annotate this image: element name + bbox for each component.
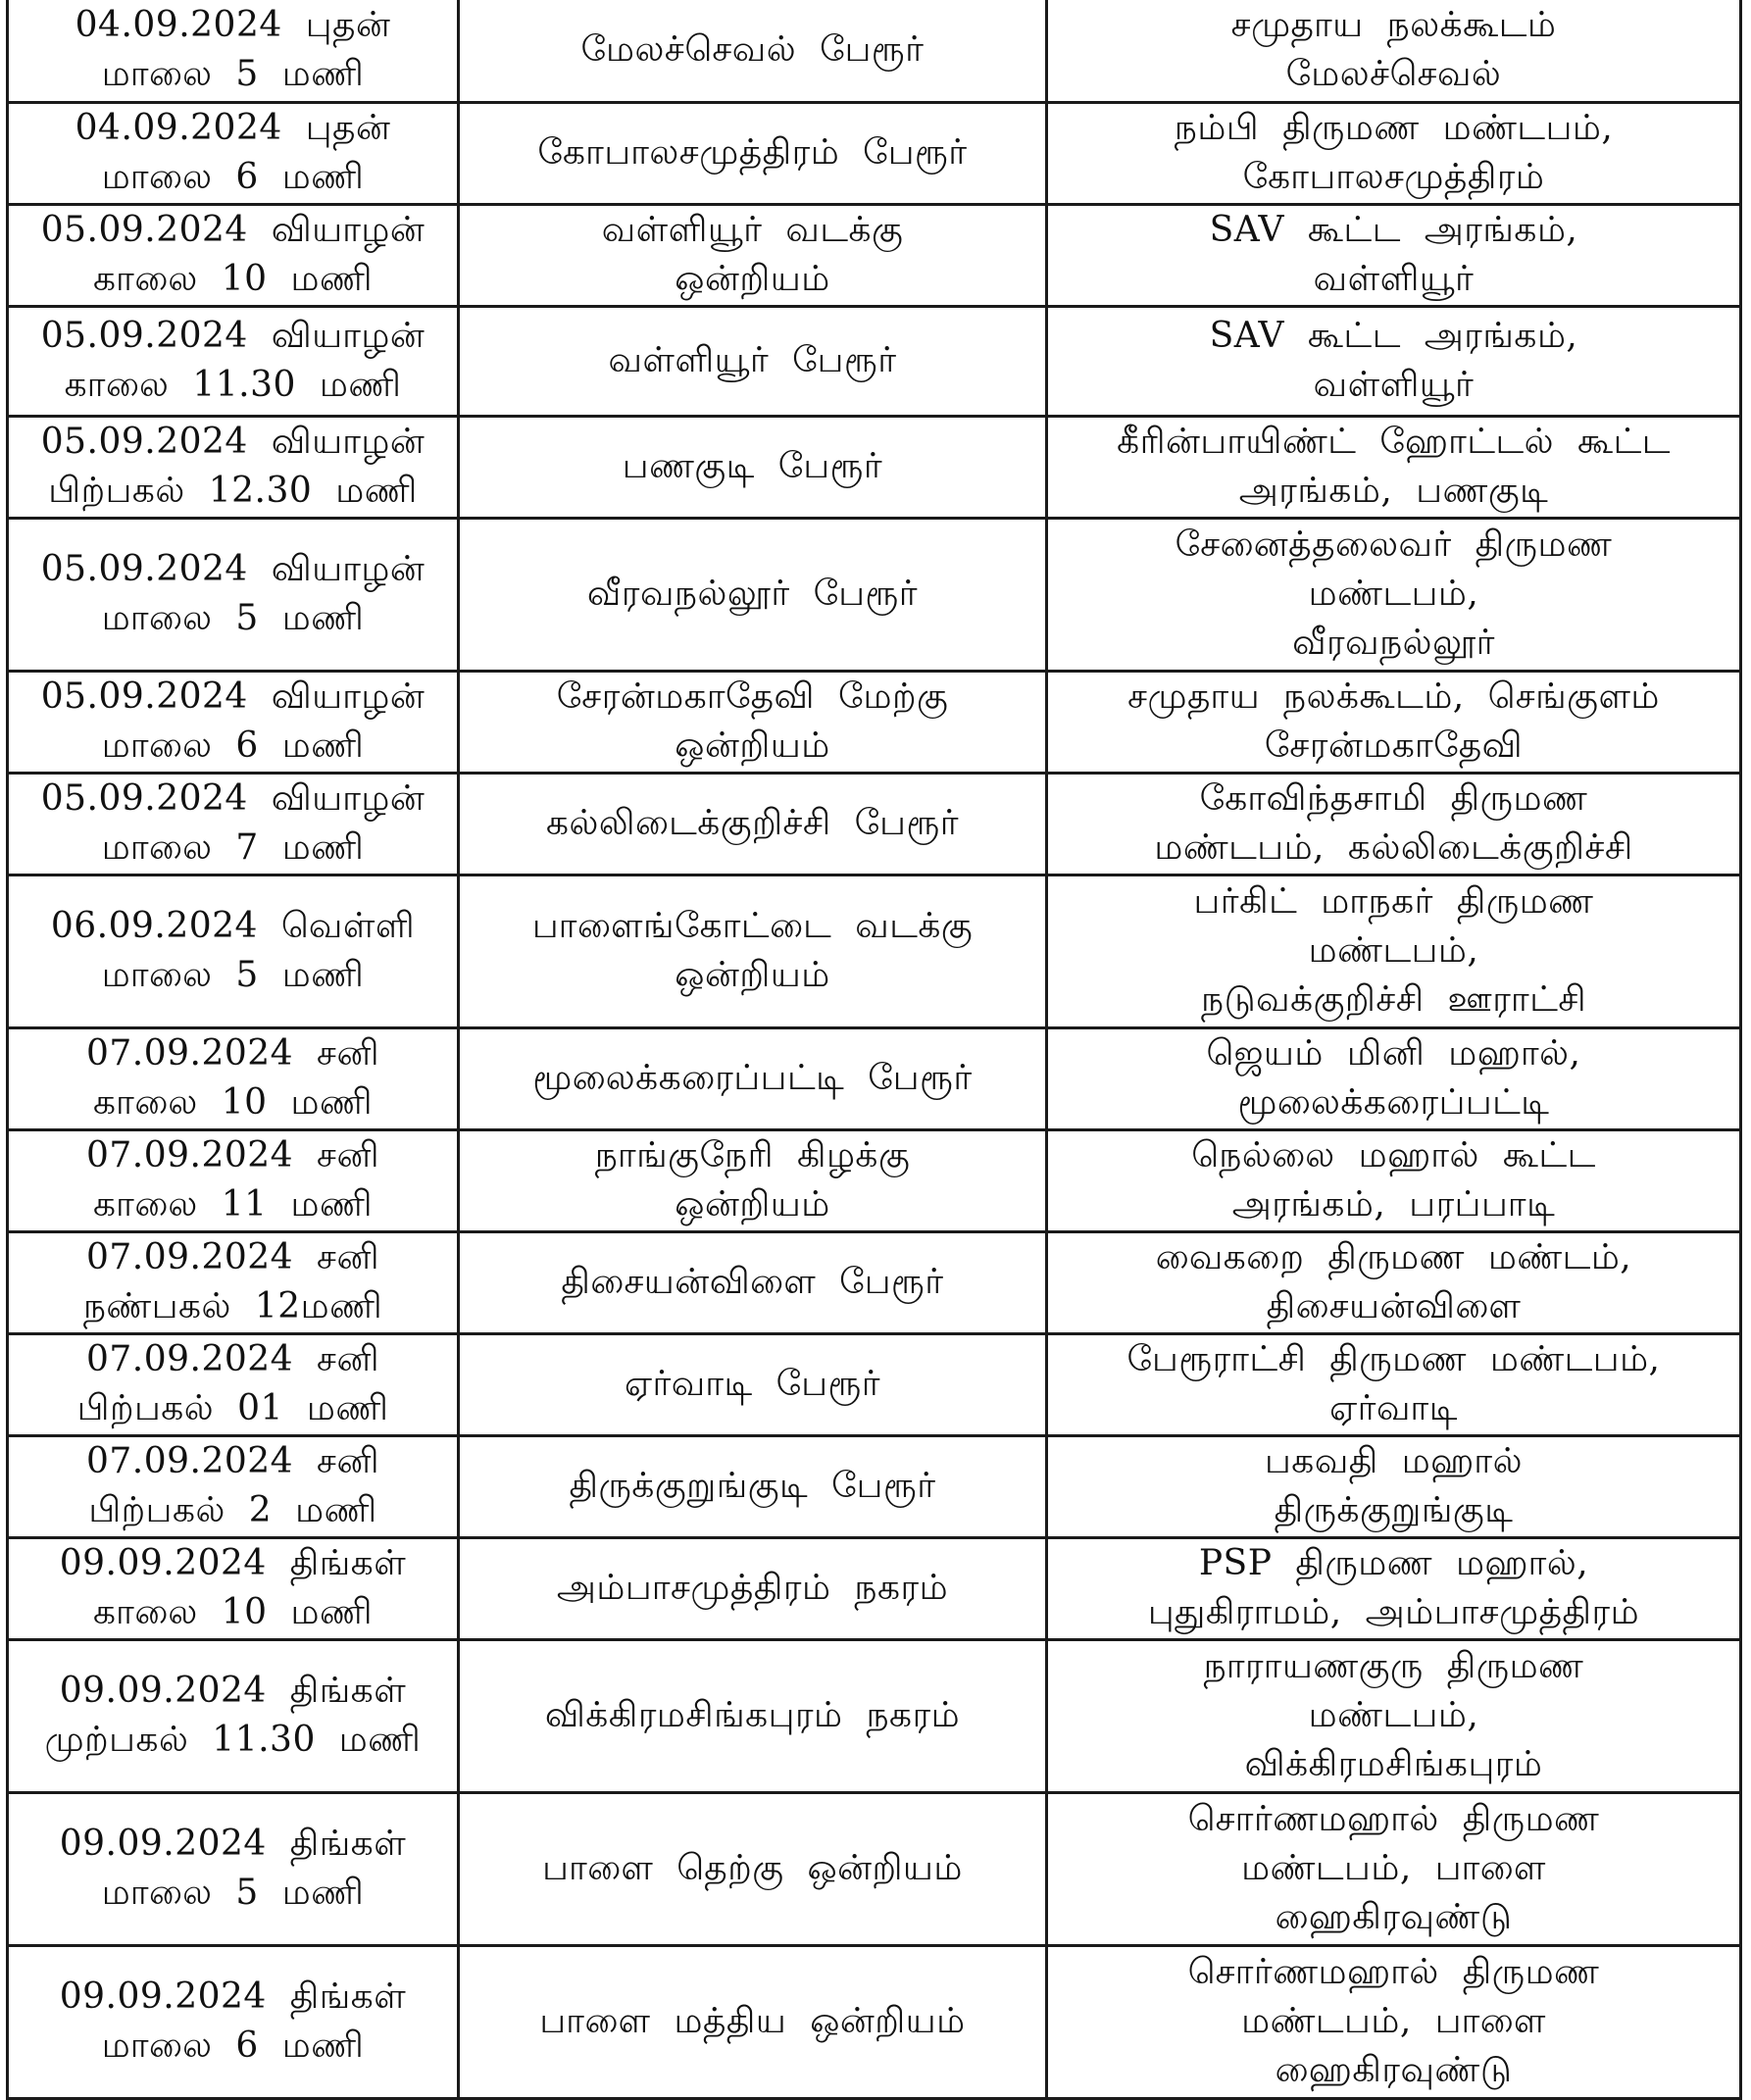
venue-cell [1047,1231,1741,1333]
time-text: பிற்பகல் 12.30 மணி [48,471,418,511]
venue-text: வீரவநல்லூர் [1292,623,1495,663]
area-text: நாங்குநேரி கிழக்கு [594,1135,911,1175]
area-text: பாளைங்கோட்டை வடக்கு [531,906,974,946]
venue-text: சமுதாய நலக்கூடம், செங்குளம் [1127,676,1660,717]
date-time-cell [8,0,459,102]
area-text: திசையன்விளை பேரூர் [561,1262,944,1302]
date-time-cell [8,1945,459,2098]
cut-off-text-strip [0,2082,1751,2092]
date-day-text: 07.09.2024 சனி [85,1033,380,1074]
venue-cell [1047,204,1741,306]
date-day-text: 07.09.2024 சனி [85,1135,380,1175]
venue-text: ஏர்வாடி [1329,1388,1458,1428]
date-time-cell [8,204,459,306]
venue-text: வள்ளியூர் [1313,365,1475,405]
date-time-cell [8,671,459,773]
area-text: சேரன்மகாதேவி மேற்கு [556,676,949,717]
time-text: பிற்பகல் 01 மணி [76,1388,389,1428]
area-text: வள்ளியூர் பேரூர் [608,340,897,380]
venue-cell [1047,518,1741,671]
date-day-text: 07.09.2024 சனி [85,1339,380,1379]
area-cell [459,1333,1047,1435]
table-row [8,1792,1741,1945]
area-cell [459,1639,1047,1792]
venue-text: SAV கூட்ட அரங்கம், [1209,316,1578,356]
date-day-text: 09.09.2024 திங்கள் [59,1543,407,1583]
table-row [8,1537,1741,1639]
area-text: பாளை மத்திய ஒன்றியம் [539,2001,966,2041]
area-cell [459,1792,1047,1945]
venue-text: சொர்ணமஹால் திருமண [1187,1799,1600,1839]
table-row [8,102,1741,204]
area-cell [459,1945,1047,2098]
date-day-text: 04.09.2024 புதன் [75,108,391,148]
venue-text: சேனைத்தலைவர் திருமண [1175,525,1613,565]
table-row [8,1945,1741,2098]
time-text: காலை 11 மணி [93,1184,373,1225]
table-row [8,1639,1741,1792]
date-day-text: 04.09.2024 புதன் [75,5,391,46]
time-text: காலை 11.30 மணி [64,365,402,405]
venue-text: சொர்ணமஹால் திருமண [1187,1952,1600,1992]
table-row [8,875,1741,1027]
date-day-text: 05.09.2024 வியாழன் [40,422,425,462]
date-time-cell [8,1129,459,1231]
table-row [8,1129,1741,1231]
venue-text: நம்பி திருமண மண்டபம், [1174,108,1614,148]
schedule-body [8,0,1741,2098]
date-day-text: 05.09.2024 வியாழன் [40,778,425,819]
venue-text: கீரின்பாயிண்ட் ஹோட்டல் கூட்ட [1117,422,1671,462]
area-text: ஏர்வாடி பேரூர் [624,1364,881,1404]
venue-text: திருக்குறுங்குடி [1274,1490,1514,1530]
time-text: முற்பகல் 11.30 மணி [44,1720,422,1760]
venue-text: மூலைக்கரைப்பட்டி [1237,1082,1550,1123]
time-text: மாலை 6 மணி [101,2025,365,2066]
venue-cell [1047,1435,1741,1537]
time-text: மாலை 7 மணி [101,827,365,868]
venue-text: ஹைகிரவுண்டு [1275,1897,1513,1937]
venue-text: அரங்கம், பரப்பாடி [1231,1184,1556,1225]
venue-text: வள்ளியூர் [1313,259,1475,299]
table-row [8,671,1741,773]
venue-text: மண்டபம், பாளை [1241,2001,1546,2041]
date-time-cell [8,1231,459,1333]
venue-cell [1047,1027,1741,1129]
area-text: பணகுடி பேரூர் [622,446,883,486]
venue-text: நெல்லை மஹால் கூட்ட [1191,1135,1596,1175]
area-cell [459,1537,1047,1639]
date-day-text: 09.09.2024 திங்கள் [59,1824,407,1864]
area-cell [459,1435,1047,1537]
table-row [8,1435,1741,1537]
time-text: மாலை 5 மணி [101,54,365,95]
table-row [8,1231,1741,1333]
date-time-cell [8,1792,459,1945]
area-text: வள்ளியூர் வடக்கு [601,210,904,250]
date-time-cell [8,1537,459,1639]
date-time-cell [8,1333,459,1435]
table-row [8,1027,1741,1129]
area-cell [459,306,1047,416]
table-row [8,518,1741,671]
time-text: நண்பகல் 12மணி [82,1286,383,1326]
date-day-text: 05.09.2024 வியாழன் [40,549,425,589]
venue-text: கோபாலசமுத்திரம் [1242,157,1545,197]
date-day-text: 09.09.2024 திங்கள் [59,1671,407,1711]
venue-cell [1047,102,1741,204]
table-row [8,1333,1741,1435]
area-cell [459,1231,1047,1333]
time-text: பிற்பகல் 2 மணி [88,1490,377,1530]
table-row [8,416,1741,518]
date-day-text: 05.09.2024 வியாழன் [40,676,425,717]
area-cell [459,102,1047,204]
date-day-text: 09.09.2024 திங்கள் [59,1976,407,2017]
area-text: பாளை தெற்கு ஒன்றியம் [542,1848,963,1888]
area-cell [459,518,1047,671]
venue-text: ஹைகிரவுண்டு [1275,2050,1513,2090]
time-text: காலை 10 மணி [93,1082,373,1123]
area-text: விக்கிரமசிங்கபுரம் நகரம் [544,1695,961,1735]
area-cell [459,204,1047,306]
venue-cell [1047,1537,1741,1639]
date-time-cell [8,518,459,671]
venue-text: புதுகிராமம், அம்பாசமுத்திரம் [1147,1592,1640,1632]
venue-text: பேரூராட்சி திருமண மண்டபம், [1126,1339,1661,1379]
venue-text: பகவதி மஹால் [1265,1441,1523,1481]
venue-cell [1047,1792,1741,1945]
area-text: வீரவநல்லூர் பேரூர் [586,574,919,614]
date-time-cell [8,1639,459,1792]
date-day-text: 07.09.2024 சனி [85,1441,380,1481]
area-text: ஒன்றியம் [675,1184,830,1225]
venue-text: நடுவக்குறிச்சி ஊராட்சி [1200,979,1587,1020]
date-day-text: 05.09.2024 வியாழன் [40,210,425,250]
date-time-cell [8,773,459,875]
meeting-schedule-table [6,0,1742,2100]
area-text: ஒன்றியம் [675,955,830,995]
venue-text: மண்டபம், கல்லிடைக்குறிச்சி [1154,827,1633,868]
venue-cell [1047,875,1741,1027]
venue-text: மண்டபம், [1308,574,1479,614]
venue-cell [1047,1333,1741,1435]
venue-text: PSP திருமண மஹால், [1198,1543,1589,1583]
time-text: காலை 10 மணி [93,259,373,299]
date-time-cell [8,102,459,204]
venue-text: கோவிந்தசாமி திருமண [1199,778,1588,819]
area-cell [459,1129,1047,1231]
venue-text: சேரன்மகாதேவி [1264,725,1524,766]
venue-text: திசையன்விளை [1266,1286,1522,1326]
venue-cell [1047,1129,1741,1231]
table-row [8,0,1741,102]
venue-cell [1047,0,1741,102]
date-day-text: 06.09.2024 வெள்ளி [50,906,416,946]
date-day-text: 07.09.2024 சனி [85,1237,380,1277]
area-cell [459,1027,1047,1129]
venue-cell [1047,671,1741,773]
venue-cell [1047,1639,1741,1792]
area-text: அம்பாசமுத்திரம் நகரம் [556,1568,949,1608]
venue-text: மண்டபம், பாளை [1241,1848,1546,1888]
area-text: ஒன்றியம் [675,259,830,299]
area-text: கோபாலசமுத்திரம் பேரூர் [537,132,968,173]
date-time-cell [8,1027,459,1129]
venue-text: பர்கிட் மாநகர் திருமண [1193,881,1594,922]
time-text: மாலை 6 மணி [101,157,365,197]
venue-cell [1047,416,1741,518]
table-row [8,306,1741,416]
venue-text: அரங்கம், பணகுடி [1238,471,1549,511]
venue-text: விக்கிரமசிங்கபுரம் [1244,1744,1543,1784]
area-cell [459,875,1047,1027]
time-text: மாலை 5 மணி [101,1873,365,1913]
table-row [8,773,1741,875]
area-text: ஒன்றியம் [675,725,830,766]
table-row [8,204,1741,306]
venue-text: SAV கூட்ட அரங்கம், [1209,210,1578,250]
venue-cell [1047,1945,1741,2098]
time-text: மாலை 6 மணி [101,725,365,766]
date-time-cell [8,306,459,416]
venue-text: சமுதாய நலக்கூடம் [1230,5,1557,46]
area-text: மூலைக்கரைப்பட்டி பேரூர் [532,1058,973,1098]
time-text: மாலை 5 மணி [101,598,365,638]
area-cell [459,671,1047,773]
date-time-cell [8,1435,459,1537]
area-cell [459,416,1047,518]
venue-text: மேலச்செவல் [1285,54,1502,95]
area-text: திருக்குறுங்குடி பேரூர் [569,1466,936,1506]
area-cell [459,773,1047,875]
date-time-cell [8,416,459,518]
date-day-text: 05.09.2024 வியாழன் [40,316,425,356]
venue-text: மண்டபம், [1308,1695,1479,1735]
area-text: மேலச்செவல் பேரூர் [580,29,925,71]
area-text: கல்லிடைக்குறிச்சி பேரூர் [545,803,960,843]
venue-text: மண்டபம், [1308,930,1479,971]
venue-cell [1047,773,1741,875]
date-time-cell [8,875,459,1027]
venue-text: வைகறை திருமண மண்டம், [1155,1237,1632,1277]
time-text: மாலை 5 மணி [101,955,365,995]
venue-text: நாராயணகுரு திருமண [1203,1646,1584,1686]
area-cell [459,0,1047,102]
time-text: காலை 10 மணி [93,1592,373,1632]
venue-text: ஜெயம் மினி மஹால், [1206,1033,1581,1074]
venue-cell [1047,306,1741,416]
